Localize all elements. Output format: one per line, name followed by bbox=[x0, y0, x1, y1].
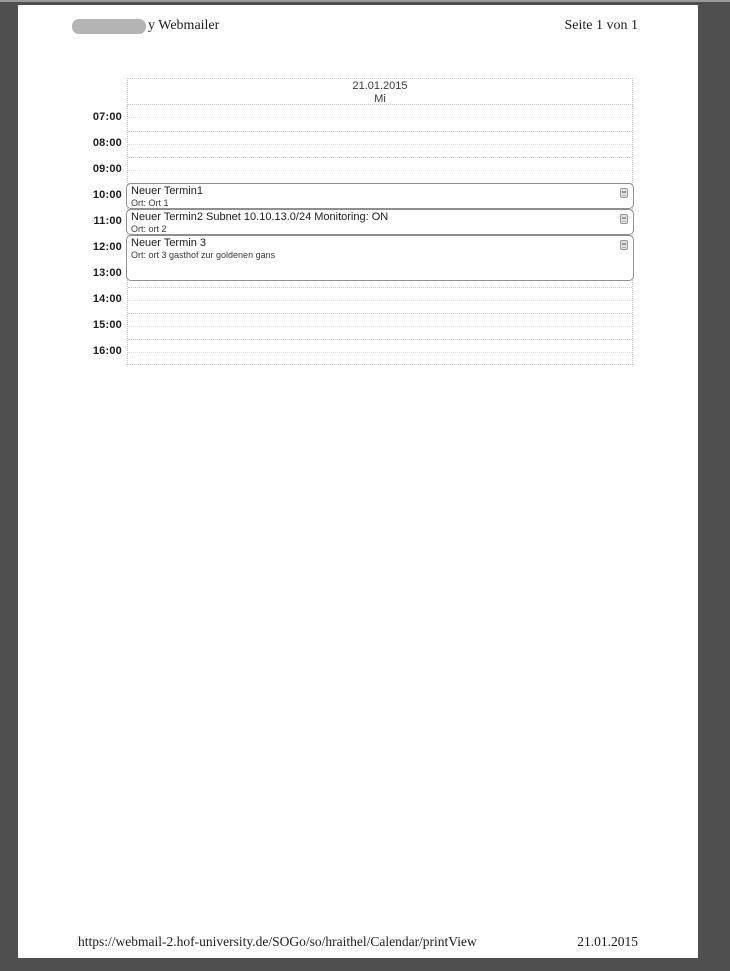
footer-url: https://webmail-2.hof-university.de/SOGo/so/hraithel/Calendar/printView bbox=[78, 934, 477, 949]
time-label: 09:00 bbox=[92, 163, 122, 175]
day-column bbox=[127, 105, 633, 365]
app-title bbox=[72, 18, 219, 34]
day-header-date: 21.01.2015 bbox=[352, 80, 408, 92]
calendar-event bbox=[126, 183, 634, 209]
event-title: Neuer Termin 3 bbox=[131, 237, 206, 249]
app-title-text: y Webmailer bbox=[148, 18, 220, 33]
page-indicator: Seite 1 von 1 bbox=[564, 18, 638, 33]
event-icon bbox=[620, 188, 628, 198]
time-label: 10:00 bbox=[92, 189, 122, 201]
event-icon bbox=[620, 214, 628, 224]
print-page bbox=[18, 5, 698, 958]
time-label: 11:00 bbox=[93, 215, 122, 227]
event-title: Neuer Termin1 bbox=[131, 185, 203, 197]
time-label: 14:00 bbox=[92, 293, 122, 305]
event-location: Ort: ort 3 gasthof zur goldenen gans bbox=[131, 250, 276, 260]
redaction-box bbox=[72, 19, 146, 34]
day-header bbox=[127, 78, 633, 105]
document-footer bbox=[78, 933, 638, 951]
event-location: Ort: Ort 1 bbox=[131, 198, 169, 208]
document-header bbox=[72, 16, 638, 36]
footer-date: 21.01.2015 bbox=[577, 934, 638, 949]
time-label: 13:00 bbox=[92, 267, 122, 279]
time-label: 16:00 bbox=[92, 345, 122, 357]
viewer-top-edge bbox=[0, 0, 730, 2]
time-gutter bbox=[18, 105, 122, 365]
time-label: 15:00 bbox=[92, 319, 122, 331]
calendar-event bbox=[126, 235, 634, 281]
time-label: 07:00 bbox=[92, 111, 122, 123]
event-location: Ort: ort 2 bbox=[131, 224, 167, 234]
day-header-weekday: Mi bbox=[374, 93, 386, 105]
calendar-event bbox=[126, 209, 634, 235]
events-layer bbox=[128, 105, 632, 364]
event-icon bbox=[620, 240, 628, 250]
event-title: Neuer Termin2 Subnet 10.10.13.0/24 Monitoring: ON bbox=[131, 211, 389, 223]
time-label: 12:00 bbox=[92, 241, 122, 253]
time-label: 08:00 bbox=[92, 137, 122, 149]
